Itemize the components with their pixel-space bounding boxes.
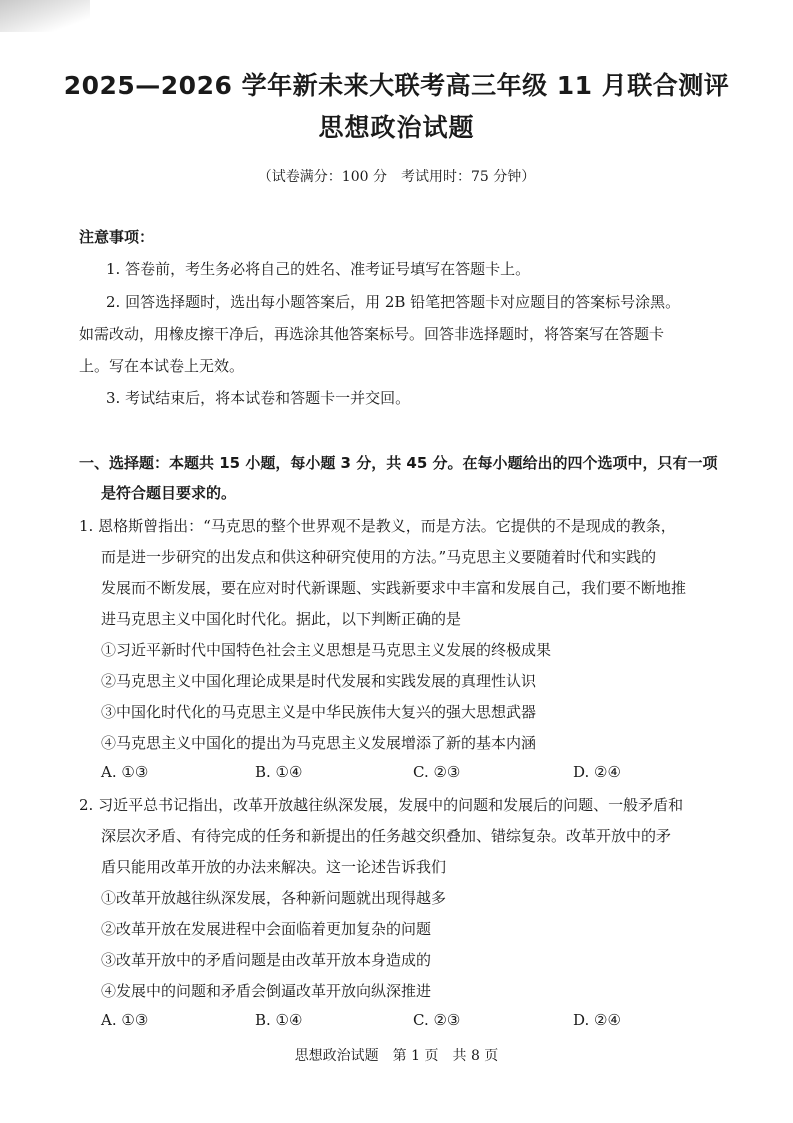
- q1-choice-c: C. ②③: [413, 763, 461, 781]
- note-line: 3. 考试结束后，将本试卷和答题卡一并交回。: [106, 389, 411, 407]
- q1-choice-d: D. ②④: [573, 763, 621, 781]
- q2-stem: 2. 习近平总书记指出，改革开放越往纵深发展，发展中的问题和发展后的问题、一般矛盾和: [79, 796, 684, 814]
- q2-stem: 盾只能用改革开放的办法来解决。这一论述告诉我们: [101, 858, 447, 876]
- section-heading-cont: 是符合题目要求的。: [101, 484, 237, 502]
- q2-item: ②改革开放在发展进程中会面临着更加复杂的问题: [101, 920, 432, 938]
- subject-title: 思想政治试题: [318, 113, 475, 142]
- q1-choice-a: A. ①③: [101, 763, 149, 781]
- scan-shadow: [0, 0, 90, 32]
- q1-stem: 而是进一步研究的出发点和供这种研究使用的方法。”马克思主义要随着时代和实践的: [101, 548, 657, 566]
- q1-stem: 1. 恩格斯曾指出：“马克思的整个世界观不是教义，而是方法。它提供的不是现成的教条，: [79, 517, 676, 535]
- section-heading: 一、选择题：本题共 15 小题，每小题 3 分，共 45 分。在每小题给出的四个选项中，只有一项: [79, 454, 718, 472]
- q2-choice-c: C. ②③: [413, 1011, 461, 1029]
- q2-item: ③改革开放中的矛盾问题是由改革开放本身造成的: [101, 951, 432, 969]
- q2-choice-d: D. ②④: [573, 1011, 621, 1029]
- page-footer: 思想政治试题 第 1 页 共 8 页: [294, 1048, 499, 1064]
- q1-stem: 进马克思主义中国化时代化。据此，以下判断正确的是: [101, 610, 462, 628]
- q2-item: ④发展中的问题和矛盾会倒逼改革开放向纵深推进: [101, 982, 432, 1000]
- note-line: 1. 答卷前，考生务必将自己的姓名、准考证号填写在答题卡上。: [106, 260, 531, 278]
- q2-stem: 深层次矛盾、有待完成的任务和新提出的任务越交织叠加、错综复杂。改革开放中的矛: [101, 827, 672, 845]
- q2-choice-a: A. ①③: [101, 1011, 149, 1029]
- q1-item: ③中国化时代化的马克思主义是中华民族伟大复兴的强大思想武器: [101, 703, 537, 721]
- exam-info: （试卷满分：100 分 考试用时：75 分钟）: [257, 169, 536, 185]
- q1-item: ①习近平新时代中国特色社会主义思想是马克思主义发展的终极成果: [101, 641, 552, 659]
- notes-heading: 注意事项：: [79, 228, 155, 246]
- q2-item: ①改革开放越往纵深发展，各种新问题就出现得越多: [101, 889, 447, 907]
- q1-stem: 发展而不断发展，要在应对时代新课题、实践新要求中丰富和发展自己，我们要不断地推: [101, 579, 687, 597]
- q2-choice-b: B. ①④: [255, 1011, 303, 1029]
- exam-title: 2025—2026 学年新未来大联考高三年级 11 月联合测评: [63, 71, 730, 100]
- note-line: 2. 回答选择题时，选出每小题答案后，用 2B 铅笔把答题卡对应题目的答案标号涂黑。: [106, 293, 681, 311]
- q1-choice-b: B. ①④: [255, 763, 303, 781]
- q1-item: ④马克思主义中国化的提出为马克思主义发展增添了新的基本内涵: [101, 734, 537, 752]
- note-line: 如需改动，用橡皮擦干净后，再选涂其他答案标号。回答非选择题时，将答案写在答题卡: [79, 325, 665, 343]
- note-line: 上。写在本试卷上无效。: [79, 357, 245, 375]
- q1-item: ②马克思主义中国化理论成果是时代发展和实践发展的真理性认识: [101, 672, 537, 690]
